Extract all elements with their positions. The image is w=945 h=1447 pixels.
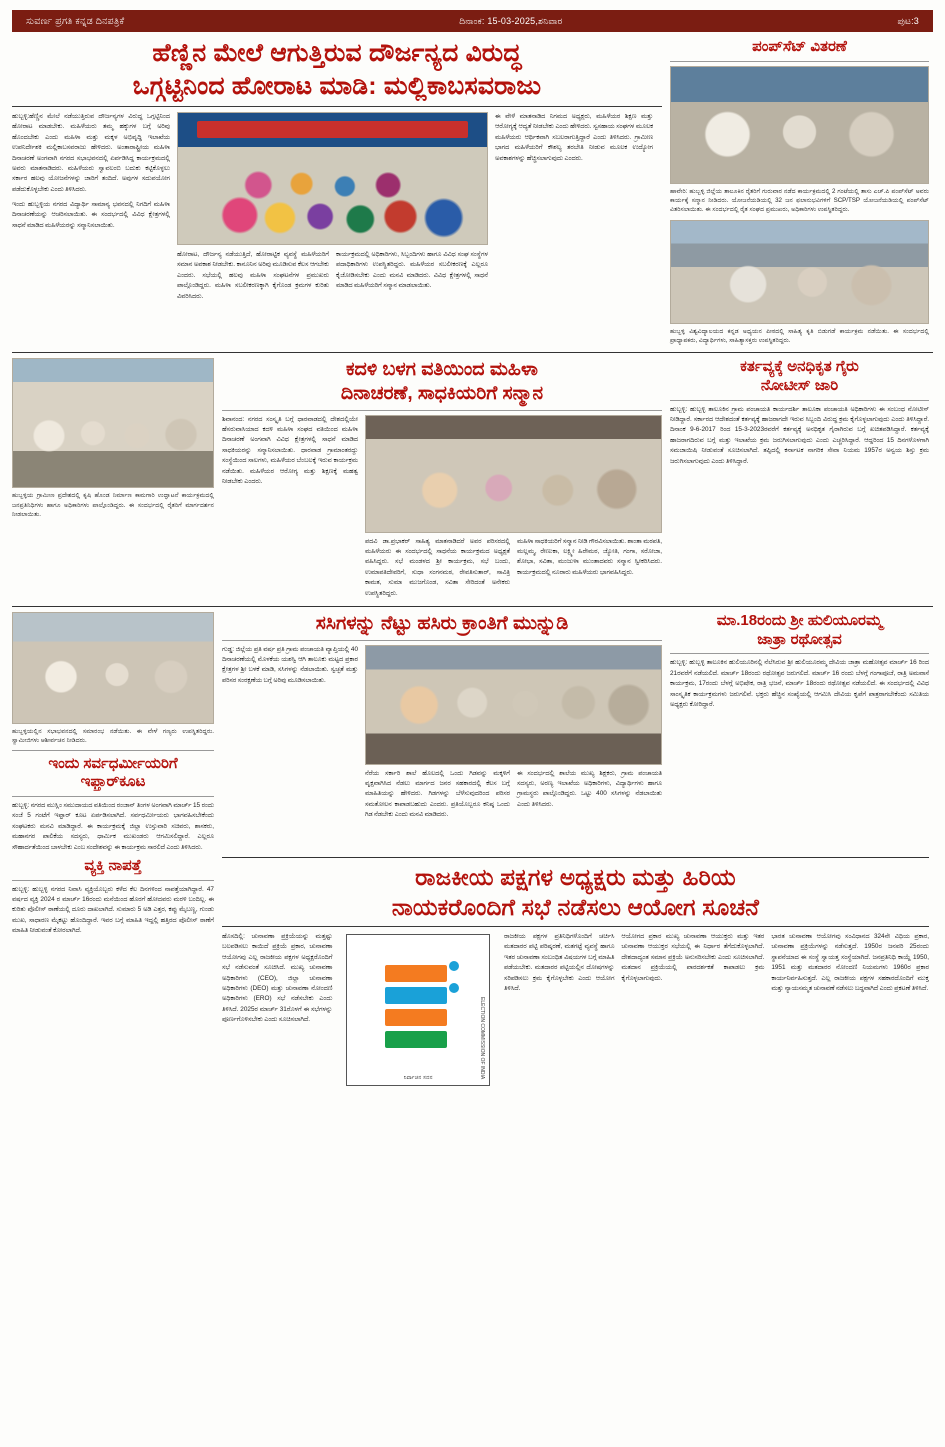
divider <box>12 880 214 881</box>
eci-logo-sublabel: ನಿರ್ವಾಚನ ಸದನ <box>403 1075 433 1082</box>
election-commission-icon <box>375 955 461 1065</box>
divider <box>12 106 662 107</box>
kadali-col2-text: ಪದವಿ ಡಾ.ಪ್ರಭಾಕರ್ ಸಾಹಿತ್ಯ ಮಾತನಾಡಿದರೆ ಅವರ ಪರಿಸರದಲ್ಲಿ ಮಹಿಳೆಯರು ಈ ಸಂದರ್ಭದಲ್ಲಿ ಸಾಧನೆಯ ಕಾರ್ಯಕ್ರಮದ ಅಧ್ಯಕ್ಷತೆ ವಹಿಸಿದ್ದರು. ಸಭೆ ಮಂಡಳದ ಶ್ರೀ ಕಾರ್ಯಕ್ರಮ, ಸಭೆ ಬಂದು, ಉಮಾಪತಿದೇವರಿಗೆ, ಸುಧಾ ಸಂಗನಮಠ, ರೇವತಿಸುತಾರ್, ಸಾವಿತ್ರಿ ಕಾಮತ, ಸುಮಾ ಮುಜಗೊಂಡ, ಸವಿತಾ ಸೇರಿದಂತೆ ಅನೇಕರು ಉಪಸ್ಥಿತರಿದ್ದರು. <box>365 537 510 597</box>
vyakti-text: ಹುಬ್ಬಳ್ಳಿ: ಹುಬ್ಬಳ್ಳಿ ನಗರದ ನಿವಾಸಿ ವ್ಯಕ್ತಿಯೊಬ್ಬರು ಕಳೆದ ಕೆಲ ದಿನಗಳಿಂದ ನಾಪತ್ತೆಯಾಗಿದ್ದಾರೆ. 47 ವರ್ಷದ ವ್ಯಕ್ತಿ 2024 ರ ಮಾರ್ಚ್ 16ರಂದು ಮನೆಯಿಂದ ಹೊರಗೆ ಹೋದವರು ಮರಳಿ ಬಂದಿಲ್ಲ. ಈ ಕುರಿತು ಪೊಲೀಸ್ ಠಾಣೆಯಲ್ಲಿ ದೂರು ದಾಖಲಾಗಿದೆ. ಸುಮಾರು 5 ಅಡಿ ಎತ್ತರ, ಕಪ್ಪು ಮೈಬಣ್ಣ, ಗುಂಡು ಮುಖ, ಸಾಧಾರಣ ಮೈಕಟ್ಟು ಹೊಂದಿದ್ದಾರೆ. ಇವರ ಬಗ್ಗೆ ಮಾಹಿತಿ ಇದ್ದಲ್ಲಿ ಹತ್ತಿರದ ಪೊಲೀಸ್ ಠಾಣೆಗೆ ಮಾಹಿತಿ ನೀಡುವಂತೆ ಕೋರಲಾಗಿದೆ. <box>12 885 214 935</box>
pumpset-caption-1: ಹಾವೇರಿ: ಹುಬ್ಬಳ್ಳಿ ಜಿಲ್ಲೆಯ ತಾಲೂಕಿನ ರೈತರಿಗೆ ಗುರುವಾರ ನಡೆದ ಕಾರ್ಯಕ್ರಮದಲ್ಲಿ 2 ಗಂಟೆಯಲ್ಲಿ ತಾಸು ಎಚ್.ಪಿ ಪಂಪ್‌ಸೆಟ್ ಅವರು ಕಾರ್ಯಕ್ಕೆ ಸನ್ಮಾನ ನೀಡಿದರು. ಯೋಜನೆಯಡಿಯಲ್ಲಿ 32 ಜನ ಫಲಾನುಭವಿಗಳಿಗೆ SCP/TSP ಯೋಜನೆಯಡಿಯಲ್ಲಿ ಪಂಪ್‌ಸೆಟ್ ವಿತರಿಸಲಾಯಿತು. ಈ ಸಂದರ್ಭದಲ್ಲಿ ರೈತ ಸಂಘದ ಪ್ರಮುಖರು, ಅಧಿಕಾರಿಗಳು ಉಪಸ್ಥಿತರಿದ್ದರು. <box>670 187 929 214</box>
divider <box>12 750 214 751</box>
divider <box>12 796 214 797</box>
top-section <box>12 38 933 345</box>
eci-logo-label: ELECTION COMMISSION OF INDIA <box>479 996 486 1080</box>
vyakti-heading: ವ್ಯಕ್ತಿ ನಾಪತ್ತೆ <box>84 856 142 874</box>
pumpset-heading: ಪಂಪ್‌ಸೆಟ್ ವಿತರಣೆ <box>752 38 847 55</box>
pumpset-story <box>670 38 929 345</box>
divider <box>670 61 929 62</box>
masthead-page-number: ಪುಟ:3 <box>897 15 919 26</box>
vyakti-row <box>12 857 933 1088</box>
hulioor-heading-line2: ಜಾತ್ರಾ ರಥೋತ್ಸವ <box>757 630 842 648</box>
masthead-date: ದಿನಾಂಕ: 15-03-2025,ಶನಿವಾರ <box>459 15 563 26</box>
divider <box>12 606 933 607</box>
masthead-title: ಸುವರ್ಣ ಪ್ರಗತಿ ಕನ್ನಡ ದಿನಪತ್ರಿಕೆ <box>26 15 125 27</box>
kadali-heading-line2: ದಿನಾಚರಣೆ, ಸಾಧಕಿಯರಿಗೆ ಸನ್ಮಾನ <box>340 382 544 404</box>
lead-col3-text: ಕಾರ್ಯಕ್ರಮದಲ್ಲಿ ಅಧಿಕಾರಿಗಳು, ಸಿಬ್ಬಂದಿಗಳು ಹಾಗೂ ವಿವಿಧ ಸಂಘ ಸಂಸ್ಥೆಗಳ ಪದಾಧಿಕಾರಿಗಳು ಉಪಸ್ಥಿತರಿದ್ದರು. ಮಹಿಳೆಯರ ಸಬಲೀಕರಣಕ್ಕೆ ಎಲ್ಲರೂ ಕೈಜೋಡಿಸಬೇಕು ಎಂದು ಮನವಿ ಮಾಡಿದರು. ವಿವಿಧ ಕ್ಷೇತ್ರಗಳಲ್ಲಿ ಸಾಧನೆ ಮಾಡಿದ ಮಹಿಳೆಯರಿಗೆ ಸನ್ಮಾನ ಮಾಡಲಾಯಿತು. <box>336 251 488 290</box>
divider <box>222 857 929 858</box>
photo-kadali-gathering <box>365 415 662 533</box>
kartavya-text: ಹುಬ್ಬಳ್ಳಿ: ಹುಬ್ಬಳ್ಳಿ ತಾಲೂಕಿನ ಗ್ರಾಮ ಪಂಚಾಯತಿ ಕಾರ್ಯದರ್ಶಿ ತಾಲೂಕಾ ಪಂಚಾಯತಿ ಅಧಿಕಾರಿಗಳು ಈ ಸಂಬಂಧ ನೋಟೀಸ್ ನೀಡಿದ್ದಾರೆ. ಸರ್ಕಾರದ ಆದೇಶದಂತೆ ಕರ್ತವ್ಯಕ್ಕೆ ಹಾಜರಾಗದೇ ಇರುವ ಸಿಬ್ಬಂದಿ ವಿರುದ್ಧ ಕ್ರಮ ಕೈಗೊಳ್ಳಲಾಗುವುದು ಎಂದು ತಿಳಿಸಿದ್ದಾರೆ. ದಿನಾಂಕ 9-6-2017 ರಿಂದ 15-3-2023ರವರೆಗೆ ಕರ್ತವ್ಯಕ್ಕೆ ಅನಧಿಕೃತ ಗೈರಾಗಿರುವ ಬಗ್ಗೆ ಖಚಿತಪಡಿಸಿದ್ದಾರೆ. ಕರ್ತವ್ಯಕ್ಕೆ ಹಾಜರಾಗದಿರುವ ಬಗ್ಗೆ ಮತ್ತು ಇಲಾಖೆಯ ಕ್ರಮ ಜರುಗಿಸಲಾಗುವುದು ಎಂದು ಎಚ್ಚರಿಸಿದ್ದಾರೆ. ಆದ್ದರಿಂದ 15 ದಿನಗಳೊಳಗಾಗಿ ಸಮಜಾಯಿಷಿ ನೀಡುವಂತೆ ಸೂಚಿಸಲಾಗಿದೆ. ತಪ್ಪಿದಲ್ಲಿ ಕರ್ನಾಟಕ ನಾಗರಿಕ ಸೇವಾ ನಿಯಮ 1957ರ ಅನ್ವಯ ಶಿಸ್ತು ಕ್ರಮ ಜರುಗಿಸಲಾಗುವುದು ಎಂದು ತಿಳಿಸಿದ್ದಾರೆ. <box>670 405 929 465</box>
sasi-section <box>12 612 933 853</box>
hulioor-text: ಹುಬ್ಬಳ್ಳಿ: ಹುಬ್ಬಳ್ಳಿ ತಾಲೂಕಿನ ಹುಲಿಯೂರಿನಲ್ಲಿ ನೆಲೆಸಿರುವ ಶ್ರೀ ಹುಲಿಯೂರಮ್ಮ ದೇವಿಯ ಜಾತ್ರಾ ಮಹೋತ್ಸವ ಮಾರ್ಚ್ 16 ರಿಂದ 21ರವರೆಗೆ ನಡೆಯಲಿದೆ. ಮಾರ್ಚ್ 18ರಂದು ರಥೋತ್ಸವ ಜರುಗಲಿದೆ. ಮಾರ್ಚ್ 16 ರಂದು ಬೆಳಗ್ಗೆ ಗಂಗಾಪೂಜೆ, ರಾತ್ರಿ ಅಮವಾಸೆ ಕಾರ್ಯಕ್ರಮ, 17ರಂದು ಬೆಳಗ್ಗೆ ಅಭಿಷೇಕ, ರಾತ್ರಿ ಭಜನೆ, ಮಾರ್ಚ್ 18ರಂದು ರಥೋತ್ಸವ ನಡೆಯಲಿದೆ. ಈ ಸಂದರ್ಭದಲ್ಲಿ ವಿವಿಧ ಸಾಂಸ್ಕೃತಿಕ ಕಾರ್ಯಕ್ರಮಗಳು ಜರುಗಲಿವೆ. ಭಕ್ತರು ಹೆಚ್ಚಿನ ಸಂಖ್ಯೆಯಲ್ಲಿ ಆಗಮಿಸಿ ದೇವಿಯ ಕೃಪೆಗೆ ಪಾತ್ರರಾಗಬೇಕೆಂದು ಸಮಿತಿಯ ಅಧ್ಯಕ್ಷರು ಕೋರಿದ್ದಾರೆ. <box>670 659 929 708</box>
lead-story <box>12 38 662 345</box>
photo-pumpset-distribution <box>670 66 929 184</box>
kadali-heading-line1: ಕದಳಿ ಬಳಗ ವತಿಯಿಂದ ಮಹಿಳಾ <box>346 359 538 381</box>
eci-bar-green <box>385 1031 447 1048</box>
divider <box>222 410 662 411</box>
eci-dot-1 <box>449 961 459 971</box>
lead-col2-text: ಹೋರಾಟ, ದೌರ್ಜನ್ಯ ನಡೆಯುತ್ತಿದೆ, ಹೋರಾಟ್ಟಿಕ ವ್ಯವಸ್ಥೆ ಮಹಿಳೆಯರಿಗೆ ಸಮಾನ ಅವಕಾಶ ನೀಡಬೇಕು. ಕಾನೂನಿನ ಅರಿವು ಮೂಡಿಸುವ ಕೆಲಸ ಆಗಬೇಕು ಎಂದರು. ಸಭೆಯಲ್ಲಿ ಹಲವು ಮಹಿಳಾ ಸಂಘಟನೆಗಳ ಪ್ರಮುಖರು ಪಾಲ್ಗೊಂಡಿದ್ದರು. ಮಹಿಳಾ ಸಬಲೀಕರಣಕ್ಕಾಗಿ ಕೈಗೊಂಡ ಕ್ರಮಗಳ ಕುರಿತು ವಿವರಿಸಿದರು. <box>177 251 329 300</box>
eci-col3-text: ಆಯೋಗದ ಪ್ರಕಾರ ಮುಖ್ಯ ಚುನಾವಣಾ ಆಯುಕ್ತರು ಮತ್ತು ಇತರ ಚುನಾವಣಾ ಆಯುಕ್ತರ ಸಭೆಯಲ್ಲಿ ಈ ನಿರ್ಧಾರ ತೆಗೆದುಕೊಳ್ಳಲಾಗಿದೆ. ದೇಶದಾದ್ಯಂತ ಸಮಾನ ಪ್ರಕ್ರಿಯೆ ಅನುಸರಿಸಬೇಕು ಎಂದು ಸೂಚಿಸಲಾಗಿದೆ. ಮತದಾನ ಪ್ರಕ್ರಿಯೆಯಲ್ಲಿ ಪಾರದರ್ಶಕತೆ ಕಾಪಾಡಲು ಕ್ರಮ ಕೈಗೊಳ್ಳಲಾಗುವುದು. <box>621 933 765 982</box>
sasi-col3-text: ಈ ಸಂದರ್ಭದಲ್ಲಿ ಶಾಲೆಯ ಮುಖ್ಯ ಶಿಕ್ಷಕರು, ಗ್ರಾಮ ಪಂಚಾಯತಿ ಸದಸ್ಯರು, ಅರಣ್ಯ ಇಲಾಖೆಯ ಅಧಿಕಾರಿಗಳು, ವಿದ್ಯಾರ್ಥಿಗಳು ಹಾಗೂ ಗ್ರಾಮಸ್ಥರು ಪಾಲ್ಗೊಂಡಿದ್ದರು. ಒಟ್ಟು 400 ಸಸಿಗಳನ್ನು ನೆಡಲಾಯಿತು ಎಂದು ತಿಳಿಸಿದರು. <box>517 769 662 808</box>
photo-plantation-meeting <box>365 645 662 765</box>
masthead <box>12 10 933 32</box>
kadali-col3-text: ಮಹಿಳಾ ಸಾಧಕಿಯರಿಗೆ ಸನ್ಮಾನ ನೀಡಿ ಗೌರವಿಸಲಾಯಿತು. ಶಾಂತಾ ಮಠಪತಿ, ಮಲ್ಲಮ್ಮ, ರೇಣುಕಾ, ಲಕ್ಷ್ಮೀ ಹಿರೇಮಠ, ಜ್ಯೋತಿ, ಗಂಗಾ, ಸರೋಜಾ, ಶೋಭಾ, ಸವಿತಾ, ಮಂಜುಳಾ ಮುಂತಾದವರು ಸನ್ಮಾನ ಸ್ವೀಕರಿಸಿದರು. ಕಾರ್ಯಕ್ರಮದಲ್ಲಿ ನೂರಾರು ಮಹಿಳೆಯರು ಭಾಗವಹಿಸಿದ್ದರು. <box>517 537 662 576</box>
kadali-story <box>222 358 662 599</box>
eci-col2-text: ರಾಜಕೀಯ ಪಕ್ಷಗಳ ಪ್ರತಿನಿಧಿಗಳೊಂದಿಗೆ ಚರ್ಚಿಸಿ ಮತದಾರರ ಪಟ್ಟಿ ಪರಿಷ್ಕರಣೆ, ಮತಗಟ್ಟೆ ವ್ಯವಸ್ಥೆ ಹಾಗೂ ಇತರ ಚುನಾವಣಾ ಸಂಬಂಧಿತ ವಿಷಯಗಳ ಬಗ್ಗೆ ಮಾಹಿತಿ ಪಡೆಯಬೇಕು. ಮತದಾರರ ಪಟ್ಟಿಯಲ್ಲಿನ ದೋಷಗಳನ್ನು ಸರಿಪಡಿಸಲು ಕ್ರಮ ಕೈಗೊಳ್ಳಬೇಕು ಎಂದು ಆಯೋಗ ತಿಳಿಸಿದೆ. <box>504 933 615 992</box>
eci-bar-blue <box>385 987 447 1004</box>
photo-temple-event <box>12 612 214 724</box>
photo-women-group <box>177 112 488 245</box>
eci-section <box>222 857 929 1088</box>
photo-outdoor-event <box>12 358 214 488</box>
eci-dot-2 <box>449 983 459 993</box>
lead-col4-text: ಈ ವೇಳೆ ಮಾತನಾಡಿದ ನಿಗಮದ ಅಧ್ಯಕ್ಷರು, ಮಹಿಳೆಯರ ಶಿಕ್ಷಣ ಮತ್ತು ಆರೋಗ್ಯಕ್ಕೆ ಆದ್ಯತೆ ನೀಡಬೇಕು ಎಂದು ಹೇಳಿದರು. ಸ್ವಸಹಾಯ ಸಂಘಗಳ ಮೂಲಕ ಮಹಿಳೆಯರು ಆರ್ಥಿಕವಾಗಿ ಸಬಲರಾಗುತ್ತಿದ್ದಾರೆ ಎಂದು ತಿಳಿಸಿದರು. ಗ್ರಾಮೀಣ ಭಾಗದ ಮಹಿಳೆಯರಿಗೆ ಕೌಶಲ್ಯ ತರಬೇತಿ ನೀಡುವ ಮೂಲಕ ಉದ್ಯೋಗ ಅವಕಾಶಗಳನ್ನು ಹೆಚ್ಚಿಸಲಾಗುವುದು ಎಂದರು. <box>495 113 653 162</box>
pumpset-caption-2: ಹುಬ್ಬಳ್ಳಿ ವಿಶ್ವವಿದ್ಯಾಲಯದ ಕನ್ನಡ ಅಧ್ಯಯನ ಪೀಠದಲ್ಲಿ ಸಾಹಿತ್ಯ ಕೃತಿ ಬಿಡುಗಡೆ ಕಾರ್ಯಕ್ರಮ ನಡೆಯಿತು. ಈ ಸಂದರ್ಭದಲ್ಲಿ ಪ್ರಾಧ್ಯಾಪಕರು, ವಿದ್ಯಾರ್ಥಿಗಳು, ಸಾಹಿತ್ಯಾಸಕ್ತರು ಉಪಸ್ಥಿತರಿದ್ದರು. <box>670 327 929 344</box>
eci-bar-orange-bottom <box>385 1009 447 1026</box>
lead-col1b-text: ಇಂದು ಹುಬ್ಬಳ್ಳಿಯ ನಗರದ ವಿದ್ಯಾರ್ಥಿ ಸಾಮಾನ್ಯ ಭವನದಲ್ಲಿ ನಿಗದಿಗೆ ಮಹಿಳಾ ದಿನಾಚರಣೆಯನ್ನು ಆಚರಿಸಲಾಯಿತು. ಈ ಸಂದರ್ಭದಲ್ಲಿ ವಿವಿಧ ಕ್ಷೇತ್ರಗಳಲ್ಲಿ ಸಾಧನೆ ಮಾಡಿದ ಮಹಿಳೆಯರನ್ನು ಸನ್ಮಾನಿಸಲಾಯಿತು. <box>12 201 170 229</box>
photo-banner <box>197 121 469 138</box>
eci-logo-box <box>346 934 490 1086</box>
page-content <box>0 32 945 1098</box>
kartavya-heading-line2: ನೋಟೀಸ್ ಜಾರಿ <box>760 376 839 394</box>
divider <box>12 352 933 353</box>
hulioor-heading-line1: ಮಾ.18ರಂದು ಶ್ರೀ ಹುಲಿಯೂರಮ್ಮ <box>716 611 883 629</box>
sasi-heading: ಸಸಿಗಳನ್ನು ನೆಟ್ಟು ಹಸಿರು ಕ್ರಾಂತಿಗೆ ಮುನ್ನುಡಿ <box>315 612 569 634</box>
eci-bar-orange-top <box>385 965 447 982</box>
vyakti-story <box>12 857 214 1088</box>
hulioor-story <box>670 612 929 853</box>
kartavya-heading-line1: ಕರ್ತವ್ಯಕ್ಕೆ ಅನಧಿಕೃತ ಗೈರು <box>740 358 859 376</box>
temple-photo-caption: ಹುಬ್ಬಳ್ಳಿಯಲ್ಲಿನ ಸಭಾಭವನದಲ್ಲಿ ಸಮಾರಂಭ ನಡೆಯಿತು. ಈ ವೇಳೆ ಗಣ್ಯರು ಉಪಸ್ಥಿತರಿದ್ದರು. ಸ್ವಾಮೀಜಿಗಳು ಆಶೀರ್ವಚನ ನೀಡಿದರು. <box>12 727 214 745</box>
eci-col4-text: ಭಾರತ ಚುನಾವಣಾ ಆಯೋಗವು ಸಂವಿಧಾನದ 324ನೇ ವಿಧಿಯ ಪ್ರಕಾರ, ಚುನಾವಣಾ ಪ್ರಕ್ರಿಯೆಗಳನ್ನು ನಡೆಸುತ್ತದೆ. 1950ರ ಜನವರಿ 25ರಂದು ಸ್ಥಾಪನೆಯಾದ ಈ ಸಂಸ್ಥೆ ಸ್ವಾಯತ್ತ ಸಂಸ್ಥೆಯಾಗಿದೆ. ಜನಪ್ರತಿನಿಧಿ ಕಾಯ್ದೆ 1950, 1951 ಮತ್ತು ಮತದಾರರ ನೋಂದಣಿ ನಿಯಮಗಳು 1960ರ ಪ್ರಕಾರ ಕಾರ್ಯನಿರ್ವಹಿಸುತ್ತದೆ. ಎಲ್ಲ ರಾಜಕೀಯ ಪಕ್ಷಗಳ ಸಹಕಾರದೊಂದಿಗೆ ಮುಕ್ತ ಮತ್ತು ನ್ಯಾಯಸಮ್ಮತ ಚುನಾವಣೆ ನಡೆಸಲು ಬದ್ಧವಾಗಿದೆ ಎಂದು ಪ್ರಕಟಣೆ ತಿಳಿಸಿದೆ. <box>771 933 929 992</box>
left-column-stack <box>12 612 214 853</box>
eci-heading-line2: ನಾಯಕರೊಂದಿಗೆ ಸಭೆ ನಡೆಸಲು ಆಯೋಗ ಸೂಚನೆ <box>391 894 760 920</box>
lead-headline-line1: ಹೆಣ್ಣಿನ ಮೇಲೆ ಆಗುತ್ತಿರುವ ದೌರ್ಜನ್ಯದ ವಿರುದ್ಧ <box>152 39 522 67</box>
lead-col1-text: ಹುಬ್ಬಳ್ಳಿ:ಹೆಣ್ಣಿನ ಮೇಲೆ ನಡೆಯುತ್ತಿರುವ ದೌರ್ಜನ್ಯಗಳ ವಿರುದ್ಧ ಒಗ್ಗಟ್ಟಿನಿಂದ ಹೋರಾಟ ಮಾಡಬೇಕು. ಮಹಿಳೆಯರು ತಮ್ಮ ಹಕ್ಕುಗಳ ಬಗ್ಗೆ ಅರಿವು ಹೊಂದಬೇಕು ಎಂದು ಮಹಿಳಾ ಮತ್ತು ಮಕ್ಕಳ ಅಭಿವೃದ್ಧಿ ಇಲಾಖೆಯ ಉಪನಿರ್ದೇಶಕಿ ಮಲ್ಲಿಕಾಬಸವರಾಜು ಹೇಳಿದರು. ಅಂತಾರಾಷ್ಟ್ರೀಯ ಮಹಿಳಾ ದಿನಾಚರಣೆ ಅಂಗವಾಗಿ ನಗರದ ಸಭಾಭವನದಲ್ಲಿ ಏರ್ಪಡಿಸಿದ್ದ ಕಾರ್ಯಕ್ರಮದಲ್ಲಿ ಅವರು ಮಾತನಾಡಿದರು. ಮಹಿಳೆಯರು ಸ್ವಾವಲಂಬಿ ಬದುಕು ಕಟ್ಟಿಕೊಳ್ಳಲು ಸರ್ಕಾರ ಹಲವು ಯೋಜನೆಗಳನ್ನು ಜಾರಿಗೆ ತಂದಿದೆ. ಅವುಗಳ ಸದುಪಯೋಗ ಪಡೆದುಕೊಳ್ಳಬೇಕು ಎಂದು ತಿಳಿಸಿದರು. <box>12 113 170 193</box>
divider <box>670 400 929 401</box>
photo-book-release <box>670 220 929 324</box>
iftar-heading-line2: ಇಫ್ತಾರ್‌ಕೂಟ <box>80 773 146 791</box>
sasi-col2-text: ನೆರೆಯ ಸರ್ಕಾರಿ ಶಾಲೆ ಹೊಲದಲ್ಲಿ ಒಂದು ಗಿಡವನ್ನು ಮಕ್ಕಳಿಗೆ ವೃಕ್ಷವಾಗಿಸಿದ ನೆಡಲು ಮಾರ್ಗದ ಜನರ ಸಹಕಾರದಲ್ಲಿ ಕೆಲಸ ಬಗ್ಗೆ ಮಾಹಿತಿಯನ್ನು ಹೇಳಿದರು. ಗಿಡಗಳನ್ನು ಬೆಳೆಸುವುದರಿಂದ ಪರಿಸರ ಸಮತೋಲನ ಕಾಪಾಡಬಹುದು ಎಂದರು. ಪ್ರತಿಯೊಬ್ಬರೂ ಕನಿಷ್ಠ ಒಂದು ಗಿಡ ನೆಡಬೇಕು ಎಂದು ಮನವಿ ಮಾಡಿದರು. <box>365 769 510 819</box>
divider <box>670 653 929 654</box>
eci-col1-text: ಹೊಸದಿಲ್ಲಿ: ಚುನಾವಣಾ ಪ್ರಕ್ರಿಯೆಯನ್ನು ಮತ್ತಷ್ಟು ಬಲಪಡಿಸಲು ಕಾಯಿದೆ ಪ್ರಕ್ರಿಯೆ ಪ್ರಕಾರ, ಚುನಾವಣಾ ಆಯೋಗವು ಎಲ್ಲ ರಾಜಕೀಯ ಪಕ್ಷಗಳ ಅಧ್ಯಕ್ಷರೊಂದಿಗೆ ಸಭೆ ನಡೆಸುವಂತೆ ಸೂಚಿಸಿದೆ. ಮುಖ್ಯ ಚುನಾವಣಾ ಅಧಿಕಾರಿಗಳು (CEO), ಜಿಲ್ಲಾ ಚುನಾವಣಾ ಅಧಿಕಾರಿಗಳು (DEO) ಮತ್ತು ಚುನಾವಣಾ ನೋಂದಣಿ ಅಧಿಕಾರಿಗಳು (ERO) ಸಭೆ ನಡೆಸಬೇಕು ಎಂದು ತಿಳಿಸಿದೆ. 2025ರ ಮಾರ್ಚ್ 31ರೊಳಗೆ ಈ ಸಭೆಗಳನ್ನು ಪೂರ್ಣಗೊಳಿಸಬೇಕು ಎಂದು ಸೂಚಿಸಲಾಗಿದೆ. <box>222 933 333 1024</box>
iftar-text: ಹುಬ್ಬಳ್ಳಿ: ನಗರದ ಮುಸ್ಲಿಂ ಸಮುದಾಯದ ವತಿಯಿಂದ ರಂಜಾನ್ ತಿಂಗಳ ಅಂಗವಾಗಿ ಮಾರ್ಚ್ 15 ರಂದು ಸಂಜೆ 5 ಗಂಟೆಗೆ ಇಫ್ತಾರ್ ಕೂಟ ಏರ್ಪಡಿಸಲಾಗಿದೆ. ಸರ್ವಧರ್ಮೀಯರು ಭಾಗವಹಿಸಬೇಕೆಂದು ಸಂಘಟಕರು ಮನವಿ ಮಾಡಿದ್ದಾರೆ. ಈ ಕಾರ್ಯಕ್ರಮಕ್ಕೆ ಜಿಲ್ಲಾ ಉಸ್ತುವಾರಿ ಸಚಿವರು, ಶಾಸಕರು, ಮಹಾನಗರ ಪಾಲಿಕೆಯ ಸದಸ್ಯರು, ಧಾರ್ಮಿಕ ಮುಖಂಡರು ಆಗಮಿಸಲಿದ್ದಾರೆ. ಎಲ್ಲರೂ ಸೌಹಾರ್ದತೆಯಿಂದ ಬಾಳಬೇಕು ಎಂಬ ಸಂದೇಶವನ್ನು ಈ ಕಾರ್ಯಕ್ರಮ ಸಾರಲಿದೆ ಎಂದು ತಿಳಿಸಿದರು. <box>12 802 214 851</box>
lead-headline-line2: ಒಗ್ಗಟ್ಟಿನಿಂದ ಹೋರಾಟ ಮಾಡಿ: ಮಲ್ಲಿಕಾಬಸವರಾಜು <box>132 71 542 100</box>
eci-heading-line1: ರಾಜಕೀಯ ಪಕ್ಷಗಳ ಅಧ್ಯಕ್ಷರು ಮತ್ತು ಹಿರಿಯ <box>415 863 736 890</box>
sasi-story <box>222 612 662 853</box>
divider <box>222 640 662 641</box>
kadali-col1-text: ಶಿವಾನಂದ: ನಗರದ ಸಂಸ್ಕೃತಿ ಬಗ್ಗೆ ಧಾರವಾಡದಲ್ಲಿ ದೇಶದಲ್ಲಿಯೇ ಹೆಸರುವಾಸಿಯಾದ ಕದಳಿ ಮಹಿಳಾ ಸಂಘದ ವತಿಯಿಂದ ಮಹಿಳಾ ದಿನಾಚರಣೆ ಅಂಗವಾಗಿ ವಿವಿಧ ಕ್ಷೇತ್ರಗಳಲ್ಲಿ ಸಾಧನೆ ಮಾಡಿದ ಸಾಧಕಿಯರನ್ನು ಸನ್ಮಾನಿಸಲಾಯಿತು. ಧಾರವಾಡ ಗ್ರಾಮಾಂತರದ್ದು ಸಂಸ್ಥೆಯಿಂದ ಸಾಲಗಳು, ಮಹಿಳೆಯರ ಬೆಂಬಲಕ್ಕೆ ಇರುವ ಕಾರ್ಯಕ್ರಮ ನಡೆಯಿತು. ಮಹಿಳೆಯರ ಆರೋಗ್ಯ ಮತ್ತು ಶಿಕ್ಷಣಕ್ಕೆ ಮಹತ್ವ ನೀಡಬೇಕು ಎಂದರು. <box>222 415 358 485</box>
kartavya-story <box>670 358 929 599</box>
outdoor-photo-caption: ಹುಬ್ಬಳ್ಳಿಯ ಗ್ರಾಮೀಣ ಪ್ರದೇಶದಲ್ಲಿ ಕೃಷಿ ಹೊಂಡ ನಿರ್ಮಾಣ ಕಾಮಗಾರಿ ಉದ್ಘಾಟನೆ ಕಾರ್ಯಕ್ರಮದಲ್ಲಿ ಜನಪ್ರತಿನಿಧಿಗಳು ಹಾಗೂ ಅಧಿಕಾರಿಗಳು ಪಾಲ್ಗೊಂಡಿದ್ದರು. ಈ ಸಂದರ್ಭದಲ್ಲಿ ರೈತರಿಗೆ ಮಾರ್ಗದರ್ಶನ ನೀಡಲಾಯಿತು. <box>12 492 214 518</box>
kadali-section <box>12 358 933 599</box>
divider <box>222 926 929 927</box>
iftar-heading-line1: ಇಂದು ಸರ್ವಧರ್ಮೀಯರಿಗೆ <box>48 754 178 772</box>
outdoor-photo-block <box>12 358 214 599</box>
sasi-col1-text: ಗುಡ್ಡ: ಜಿಲ್ಲೆಯ ಪ್ರತಿ ವರ್ಷ ಪ್ರತಿ ಗ್ರಾಮ ಪಂಚಾಯತಿ ವ್ಯಾಪ್ತಿಯಲ್ಲಿ 40 ದಿನಾಚರಣೆಯಲ್ಲಿ ಮೊಳಕೆಯ ಯಶಸ್ವಿ ಆಗಿ ತಾಲೂಕು ಮಟ್ಟದ ಪ್ರಕಾರ ಕ್ಷೇತ್ರಗಳ ಶ್ರೀ ಬಳಕೆ ಮಾಡಿ, ಸಸಿಗಳನ್ನು ನೆಡಲಾಯಿತು. ಸ್ವಚ್ಛತೆ ಮತ್ತು ಪರಿಸರ ಸಂರಕ್ಷಣೆಯ ಬಗ್ಗೆ ಅರಿವು ಮೂಡಿಸಲಾಯಿತು. <box>222 645 358 684</box>
